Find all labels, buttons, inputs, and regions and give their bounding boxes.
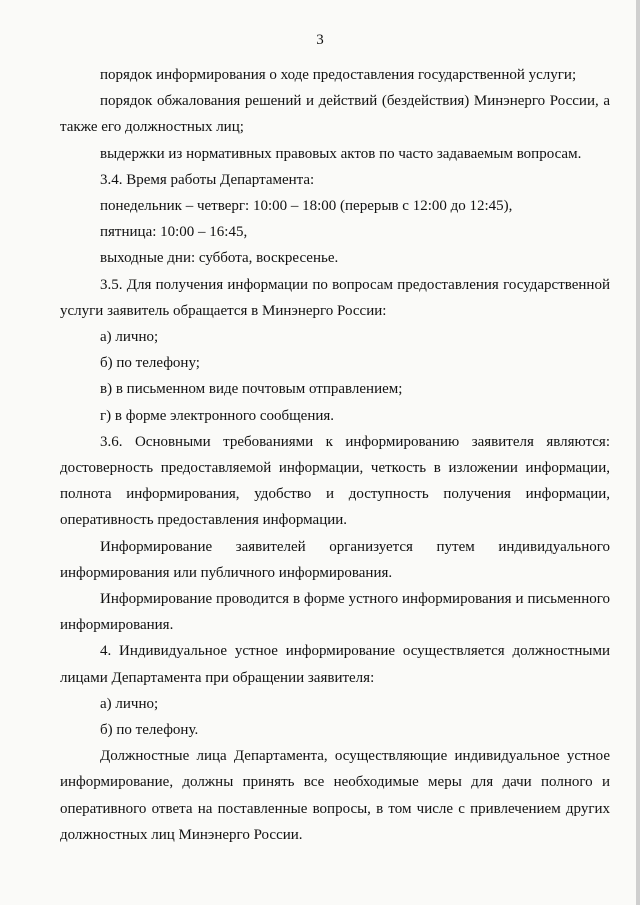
- paragraph-3-5: 3.5. Для получения информации по вопросам предоставления государственной услуги заявитель обращается в Минэнерго России:: [60, 276, 610, 319]
- page-number: 3: [316, 32, 324, 48]
- list-item-in-person: а) лично;: [100, 329, 159, 346]
- paragraph-weekend: выходные дни: суббота, воскресенье.: [100, 250, 339, 267]
- list-item-electronic: г) в форме электронного сообщения.: [100, 407, 335, 424]
- list-item-in-person-2: а) лично;: [100, 695, 159, 712]
- paragraph-mon-thu-hours: понедельник – четверг: 10:00 – 18:00 (перерыв с 12:00 до 12:45),: [100, 198, 513, 215]
- paragraph-appeal-order: порядок обжалования решений и действий (бездействия) Минэнерго России, а также его должностных лиц;: [60, 93, 610, 136]
- paragraph-excerpts: выдержки из нормативных правовых актов по часто задаваемым вопросам.: [100, 145, 582, 162]
- paragraph-info-order: порядок информирования о ходе предоставления государственной услуги;: [100, 67, 577, 83]
- paragraph-friday-hours: пятница: 10:00 – 16:45,: [100, 224, 248, 241]
- list-item-phone: б) по телефону;: [100, 355, 200, 372]
- paragraph-4: 4. Индивидуальное устное информирование осуществляется должностными лицами Департамента при обращении заявителя:: [60, 643, 610, 686]
- paragraph-officials: Должностные лица Департамента, осуществляющие индивидуальное устное информирование, должны принять все необходимые меры для дачи полного и оперативного ответа на поставленные вопросы, в том числе с привлечением других должностных лиц Минэнерго России.: [60, 748, 610, 843]
- paragraph-3-6: 3.6. Основными требованиями к информированию заявителя являются: достоверность предоставляемой информации, четкость в изложении информации, полнота информирования, удобство и доступность получения информации, оперативность предоставления информации.: [60, 433, 610, 529]
- paragraph-3-4-heading: 3.4. Время работы Департамента:: [100, 171, 315, 188]
- scan-edge: [636, 0, 640, 905]
- list-item-postal: в) в письменном виде почтовым отправлением;: [100, 381, 403, 398]
- list-item-phone-2: б) по телефону.: [100, 722, 199, 739]
- paragraph-oral-written: Информирование проводится в форме устного информирования и письменного информирования.: [60, 591, 610, 634]
- paragraph-individual-public: Информирование заявителей организуется путем индивидуального информирования или публичного информирования.: [60, 538, 610, 581]
- document-body: [60, 62, 610, 848]
